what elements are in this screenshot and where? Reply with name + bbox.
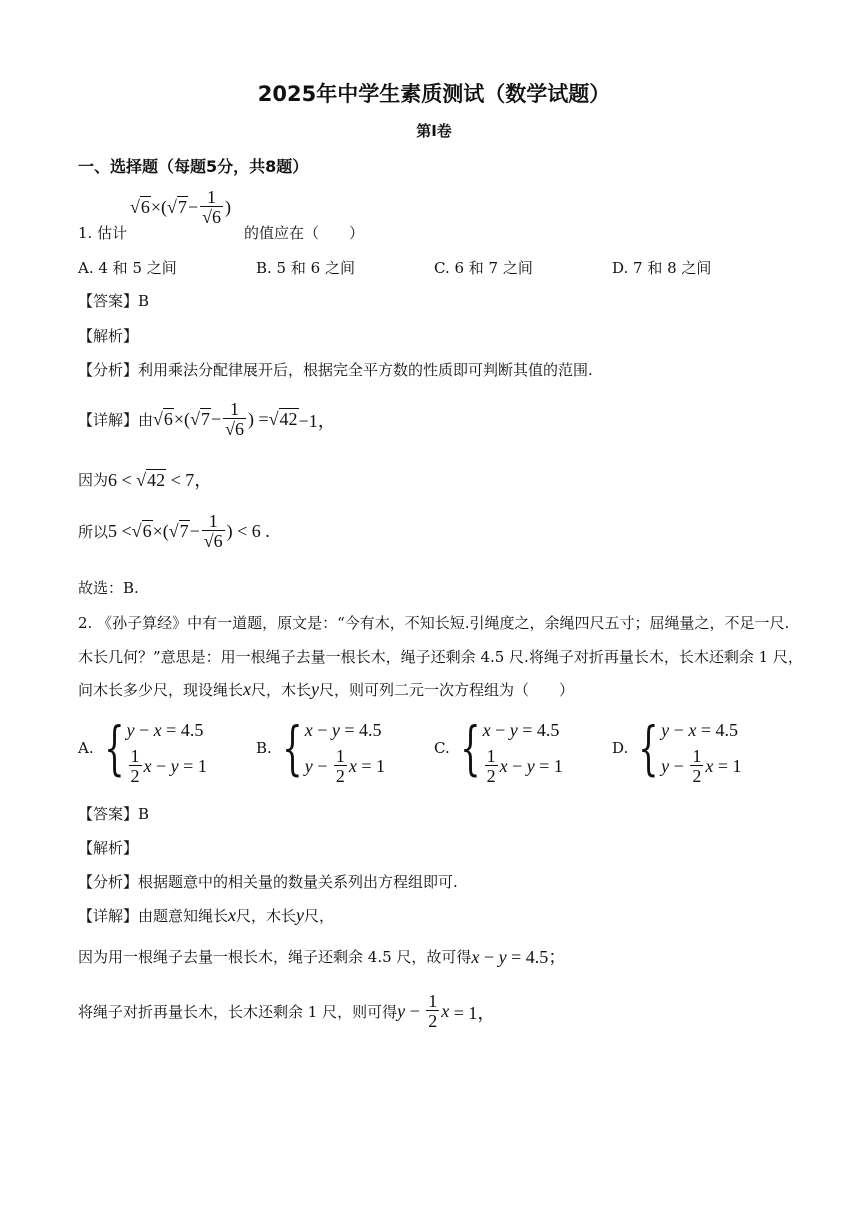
q2-option-b: B. { x − y = 4.5 y − $\frac{1}{2}$ x = 1 — [256, 714, 386, 786]
q1-answer: 【答案】B — [78, 292, 150, 310]
q1-option-c: C. 6 和 7 之间 — [434, 259, 533, 277]
q1-choose: 故选：B. — [78, 579, 139, 597]
q1-option-a: A. 4 和 5 之间 — [78, 259, 177, 277]
q1-expression: √6 ×( √7 − $\frac{1}{√6}$ ) — [130, 187, 231, 227]
q2-reason1: 因为用一根绳子去量一根长木，绳子还剩余 4.5 尺，故可得 x − y = 4.5； — [78, 947, 567, 967]
q2-option-d: D. { y − x = 4.5 y − $\frac{1}{2}$ x = 1 — [612, 714, 742, 786]
q2-line3: 问木长多少尺，现设绳长x尺，木长y尺，则可列二元一次方程组为（ ） — [78, 679, 575, 699]
q2-answer: 【答案】B — [78, 805, 150, 823]
section-heading: 一、选择题（每题5分，共8题） — [78, 157, 309, 176]
q2-line2: 木长几何？”意思是：用一根绳子去量一根长木，绳子还剩余 4.5 尺.将绳子对折再量长木，长木还剩余 1 尺， — [78, 648, 803, 666]
q2-detail: 【详解】由题意知绳长x尺，木长y尺， — [78, 905, 335, 925]
q1-fenxi: 【分析】利用乘法分配律展开后，根据完全平方数的性质即可判断其值的范围. — [78, 361, 593, 379]
sqrt-6: √6 — [130, 197, 150, 217]
q1-detail: 【详解】由 √6 ×( √7 − $\frac{1}{√6}$ ) = √42 −1， — [78, 399, 336, 439]
q2-line1: 2. 《孙子算经》中有一道题，原文是：“今有木，不知长短.引绳度之，余绳四尺五寸；屈绳量之，不足一尺. — [78, 614, 790, 632]
q1-so: 所以 5 < √6 ×( √7 − $\frac{1}{√6}$ ) < 6 . — [78, 511, 270, 551]
q1-option-b: B. 5 和 6 之间 — [256, 259, 355, 277]
q2-option-a: A. { y − x = 4.5 $\frac{1}{2}$ x − y = 1 — [78, 714, 207, 786]
q1-analysis-label: 【解析】 — [78, 327, 139, 345]
q2-option-c: C. { x − y = 4.5 $\frac{1}{2}$ x − y = 1 — [434, 714, 563, 786]
q1-number: 1. 估计 — [78, 224, 128, 242]
q1-option-d: D. 7 和 8 之间 — [612, 259, 712, 277]
q2-fenxi: 【分析】根据题意中的相关量的数量关系列出方程组即可. — [78, 873, 458, 891]
fraction-1-sqrt6: $\frac{1}{√6}$ — [202, 187, 221, 227]
q1-suffix: 的值应在（ ） — [244, 224, 365, 242]
volume-label: 第I卷 — [416, 122, 452, 140]
q2-analysis-label: 【解析】 — [78, 839, 139, 857]
sqrt-7: √7 — [167, 197, 187, 217]
q1-because: 因为 6 < √42 < 7， — [78, 470, 213, 490]
q2-reason2: 将绳子对折再量长木，长木还剩余 1 尺，则可得 y − $\frac{1}{2}$ x = 1， — [78, 991, 496, 1031]
page-title: 2025年中学生素质测试（数学试题） — [257, 82, 611, 106]
